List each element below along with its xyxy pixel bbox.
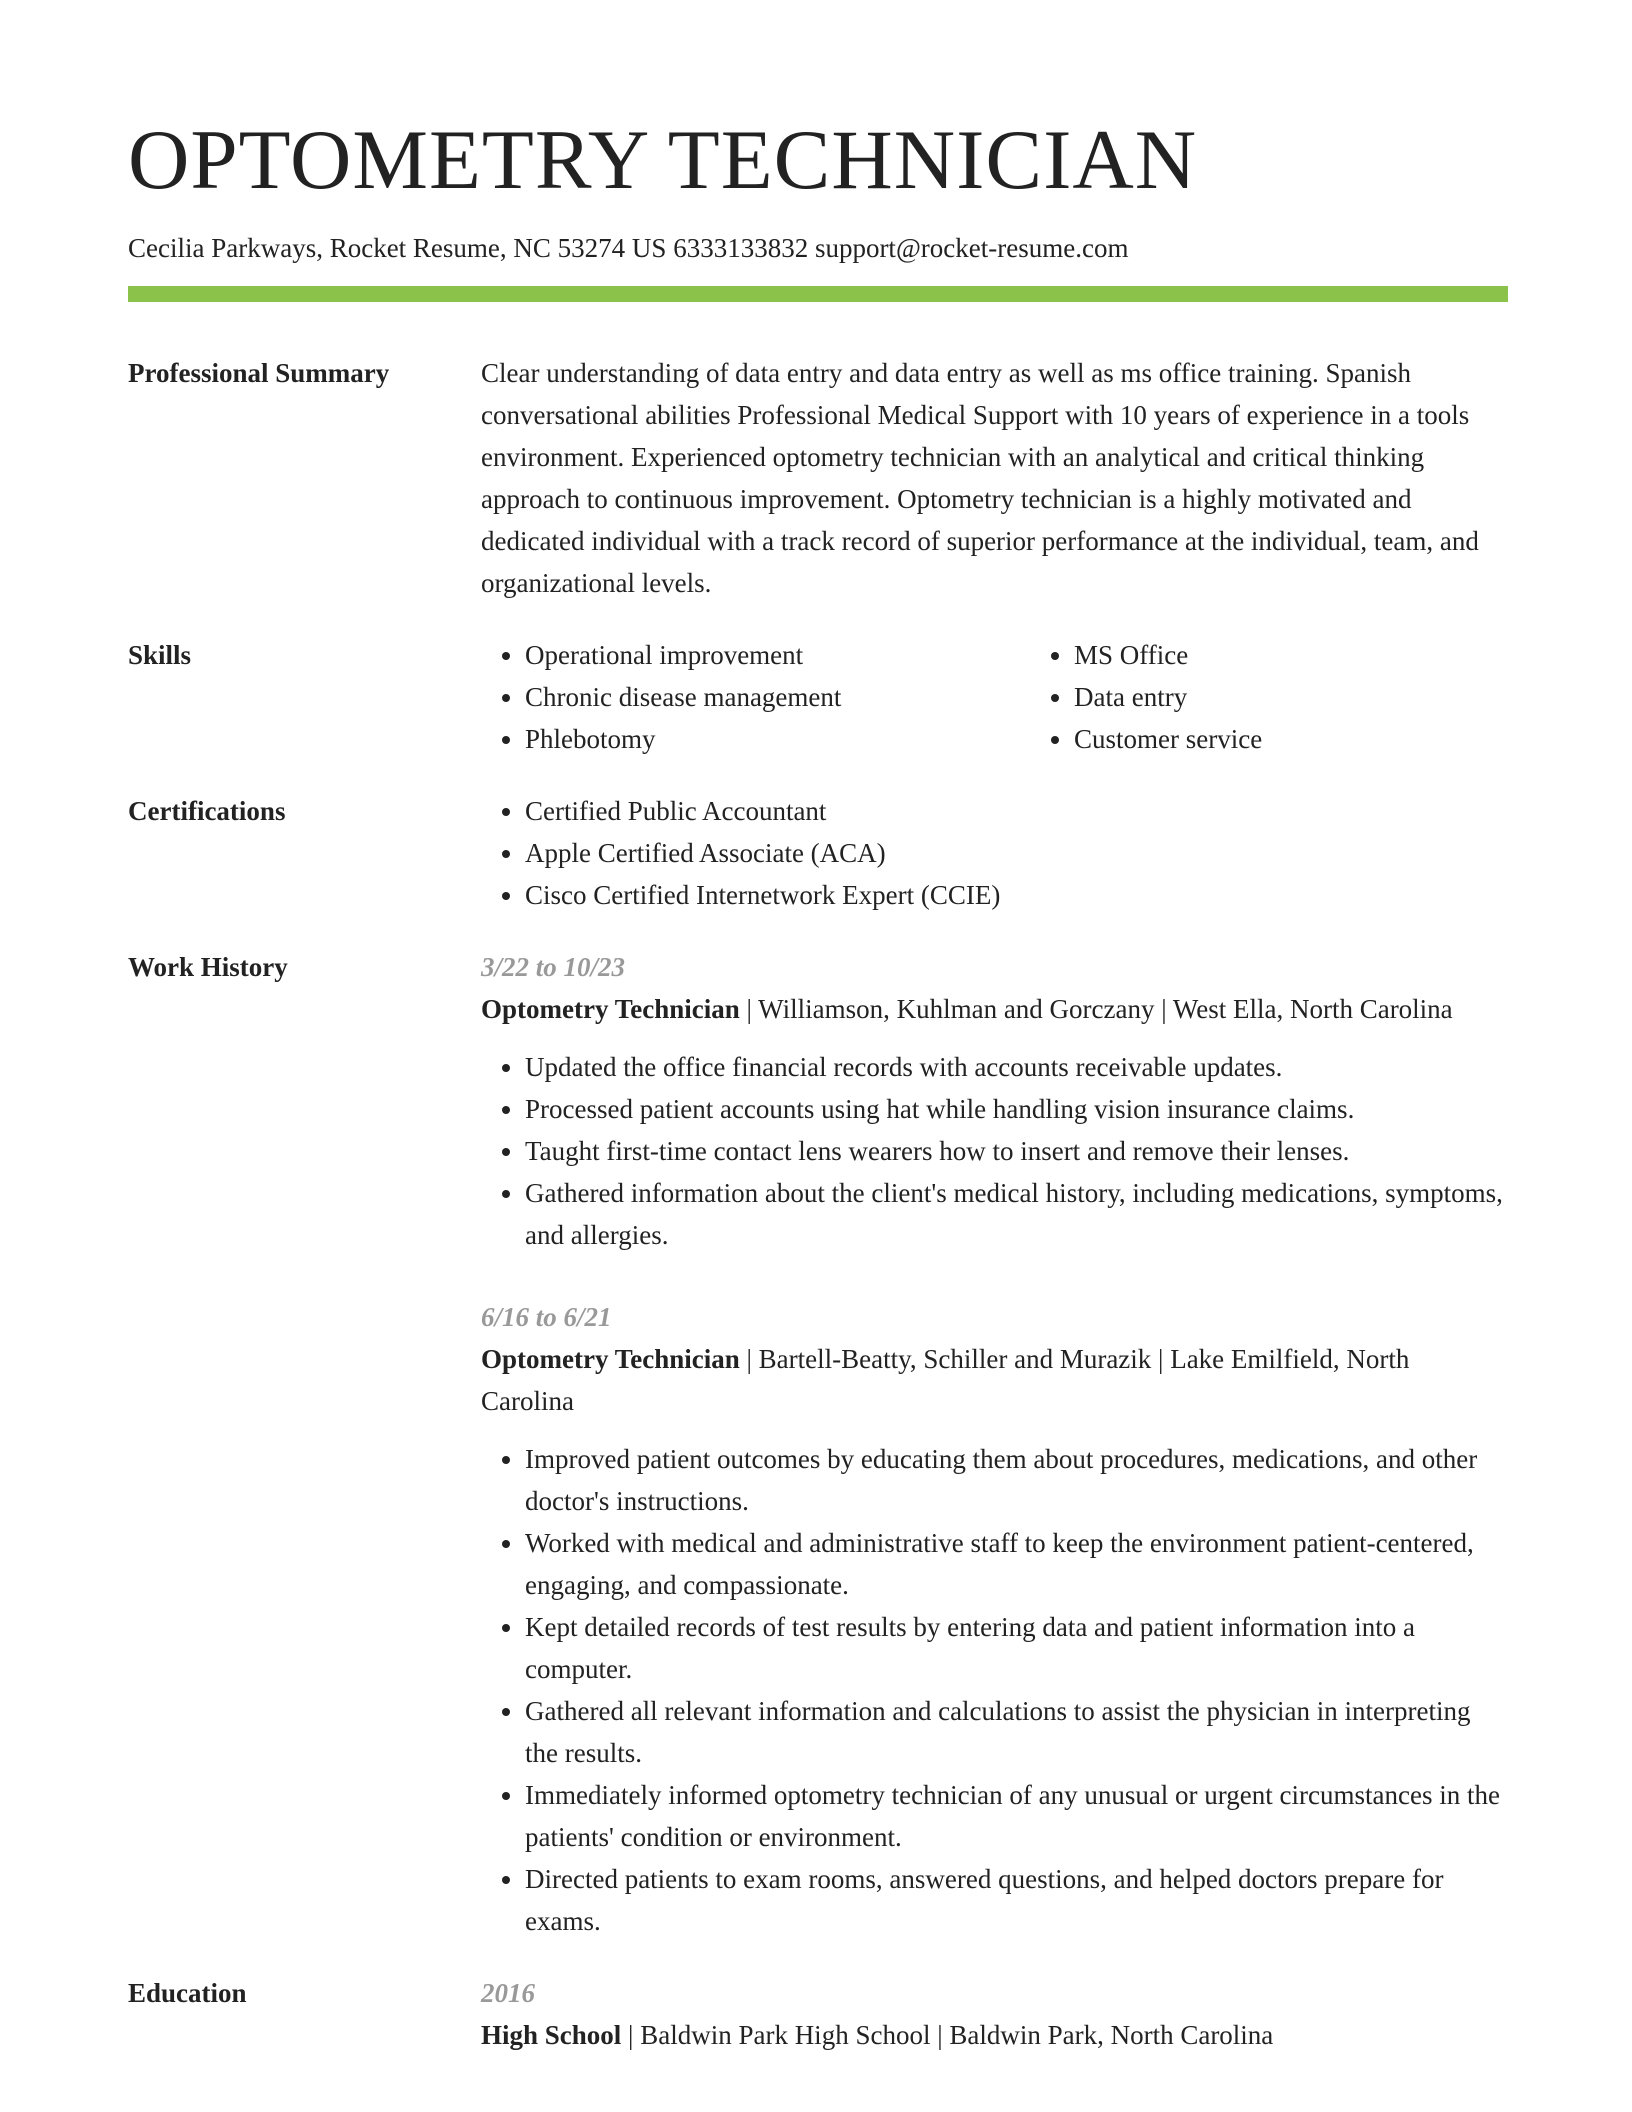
education-degree: High School <box>481 2020 622 2050</box>
certifications-list <box>481 790 1508 916</box>
job-bullet: • Improved patient outcomes by educating them about procedures, medications, and other doctor's instructions. <box>525 1438 1508 1522</box>
skills-list-left <box>481 634 1030 760</box>
skill-item: • Phlebotomy <box>525 718 1030 760</box>
job-dates: 3/22 to 10/23 <box>481 952 626 982</box>
contact-email[interactable]: support@rocket-resume.com <box>814 233 1129 263</box>
header-divider <box>128 286 1508 302</box>
job-bullet: • Taught first-time contact lens wearers how to insert and remove their lenses. <box>525 1130 1508 1172</box>
skills-list-right <box>1030 634 1579 760</box>
job-heading <box>481 988 1508 1030</box>
summary-section <box>128 352 1508 604</box>
skill-item: • Data entry <box>1074 676 1579 718</box>
job-bullet: • Directed patients to exam rooms, answered questions, and helped doctors prepare for exams. <box>525 1858 1508 1942</box>
resume-title: OPTOMETRY TECHNICIAN <box>128 113 1198 207</box>
job-role: Optometry Technician <box>481 994 740 1024</box>
job-role: Optometry Technician <box>481 1344 740 1374</box>
job-dates: 6/16 to 6/21 <box>481 1302 612 1332</box>
education-section <box>128 1972 1508 2056</box>
job-bullet: • Updated the office financial records with accounts receivable updates. <box>525 1046 1508 1088</box>
job-entry <box>481 1296 1508 1942</box>
certifications-section <box>128 790 1508 916</box>
job-bullets <box>481 1438 1508 1942</box>
section-title-education: Education <box>128 1978 247 2008</box>
job-bullet: • Kept detailed records of test results by entering data and patient information into a computer. <box>525 1606 1508 1690</box>
contact-line <box>128 231 1508 266</box>
skill-item: • Chronic disease management <box>525 676 1030 718</box>
job-bullet: • Worked with medical and administrative staff to keep the environment patient-centered, engaging, and compassionate. <box>525 1522 1508 1606</box>
education-details: | Baldwin Park High School | Baldwin Park, North Carolina <box>621 2020 1274 2050</box>
certification-item: • Cisco Certified Internetwork Expert (CCIE) <box>525 874 1508 916</box>
certification-item: • Apple Certified Associate (ACA) <box>525 832 1508 874</box>
section-title-certifications: Certifications <box>128 796 286 826</box>
job-bullet: • Immediately informed optometry technician of any unusual or urgent circumstances in the patients' condition or environment. <box>525 1774 1508 1858</box>
work-history-section <box>128 946 1508 1942</box>
certification-item: • Certified Public Accountant <box>525 790 1508 832</box>
job-bullet: • Gathered all relevant information and calculations to assist the physician in interpreting the results. <box>525 1690 1508 1774</box>
contact-address: Cecilia Parkways, Rocket Resume, NC 53274 US <box>128 233 667 263</box>
resume-header <box>128 113 1508 266</box>
skill-item: • Customer service <box>1074 718 1579 760</box>
section-title-skills: Skills <box>128 640 192 670</box>
job-bullets <box>481 1046 1508 1256</box>
education-year: 2016 <box>481 1978 535 2008</box>
job-entry <box>481 946 1508 1256</box>
job-bullet: • Processed patient accounts using hat while handling vision insurance claims. <box>525 1088 1508 1130</box>
resume-sections <box>128 352 1508 2086</box>
skill-item: • MS Office <box>1074 634 1579 676</box>
job-heading <box>481 1338 1508 1422</box>
skills-section <box>128 634 1508 760</box>
job-details: | Williamson, Kuhlman and Gorczany | West Ella, North Carolina <box>739 994 1453 1024</box>
summary-text: Clear understanding of data entry and data entry as well as ms office training. Spanish conversational abilities Professional Medical Support with 10 years of experience in a tools environment. Experienced optometry technician with an analytical and critical thinking approach to continuous improvement. Optometry technician is a highly motivated and dedicated individual with a track record of superior performance at the individual, team, and organizational levels. <box>481 358 1479 598</box>
skill-item: • Operational improvement <box>525 634 1030 676</box>
section-title-work-history: Work History <box>128 952 288 982</box>
contact-phone: 6333133832 <box>673 233 809 263</box>
section-title-summary: Professional Summary <box>128 358 390 388</box>
education-heading <box>481 2014 1508 2056</box>
job-details: | Bartell-Beatty, Schiller and Murazik | Lake Emilfield, North Carolina <box>481 1344 1410 1416</box>
job-bullet: • Gathered information about the client's medical history, including medications, symptoms, and allergies. <box>525 1172 1508 1256</box>
